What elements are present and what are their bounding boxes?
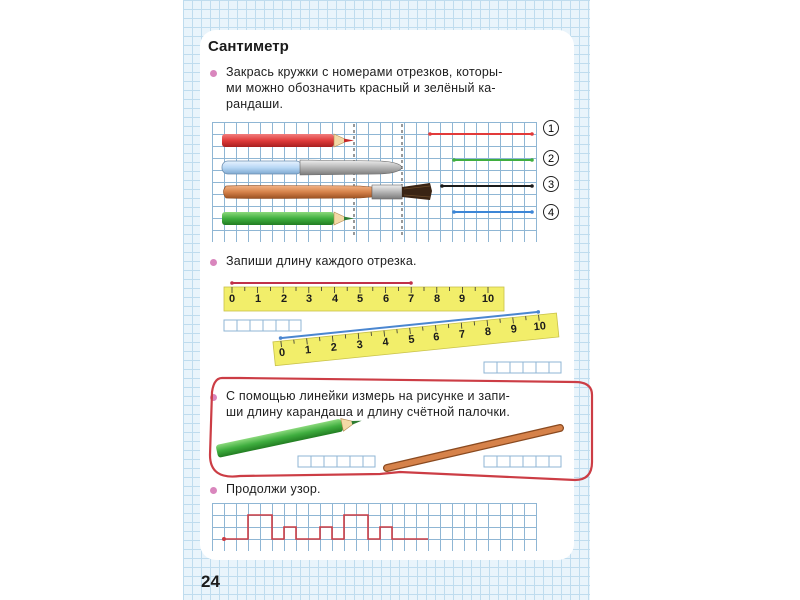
ruler-2 [272,308,558,365]
ruler-2-label-5: 5 [407,333,416,347]
task3-line1: С помощью линейки измерь на рисунке и запи- [226,389,510,403]
ruler-1 [224,281,504,311]
circle-4[interactable] [544,205,559,220]
pattern-line [222,515,428,541]
circle-2[interactable] [544,151,559,166]
dashed-guides [354,124,402,236]
page-number: 24 [201,572,220,591]
ruler-2-label-7: 7 [458,328,466,341]
ruler-1-label-0: 0 [228,293,236,305]
ruler-1-label-9: 9 [458,293,466,305]
circle-1[interactable] [544,121,559,136]
segment-3 [440,184,534,188]
svg-text:1: 1 [547,123,555,135]
svg-text:4: 4 [547,207,555,219]
task4-text: Продолжи узор. [226,482,321,496]
svg-text:2: 2 [547,153,555,165]
ruler-1-label-5: 5 [356,293,364,305]
task2-text: Запиши длину каждого отрезка. [226,254,417,268]
ruler-1-label-1: 1 [254,293,262,305]
ruler-2-label-0: 0 [278,346,286,360]
ruler-1-label-2: 2 [280,293,288,305]
ruler-2-label-4: 4 [381,336,390,349]
ruler-2-label-6: 6 [432,331,440,344]
ruler-1-label-4: 4 [331,293,339,305]
ruler-2-label-10: 10 [533,320,547,334]
circle-3[interactable] [544,177,559,192]
ruler-1-label-10: 10 [481,293,495,305]
ruler-1-label-7: 7 [407,293,415,305]
red-pencil [222,134,354,147]
brush [224,183,433,200]
answer-boxes-2[interactable] [484,362,561,373]
answer-boxes-3a[interactable] [298,456,375,467]
ruler-2-label-8: 8 [484,325,492,339]
answer-boxes-3b[interactable] [484,456,561,467]
blue-pen [222,160,402,175]
ruler-2-label-9: 9 [510,323,518,336]
page-title: Сантиметр [208,38,289,55]
task3-green-pencil [216,414,363,457]
ruler-1-label-6: 6 [382,293,390,305]
ruler-2-label-1: 1 [304,344,312,357]
green-pencil [222,212,354,225]
task1-line1: Закрась кружки с номерами отрезков, которы- [226,65,503,79]
task1-line3: рандаши. [226,97,284,111]
answer-boxes-1[interactable] [224,320,301,331]
ruler-1-label-3: 3 [305,293,313,305]
segment-2 [452,158,534,162]
ruler-1-label-8: 8 [433,293,441,305]
task3-line2: ши длину карандаша и длину счётной палочки. [226,405,511,419]
segment-4 [452,210,534,214]
svg-text:3: 3 [547,179,555,191]
segment-1 [428,132,534,136]
ruler-2-label-2: 2 [330,341,338,355]
ruler-2-label-3: 3 [356,338,364,352]
task1-line2: ми можно обозначить красный и зелёный ка- [226,81,496,95]
